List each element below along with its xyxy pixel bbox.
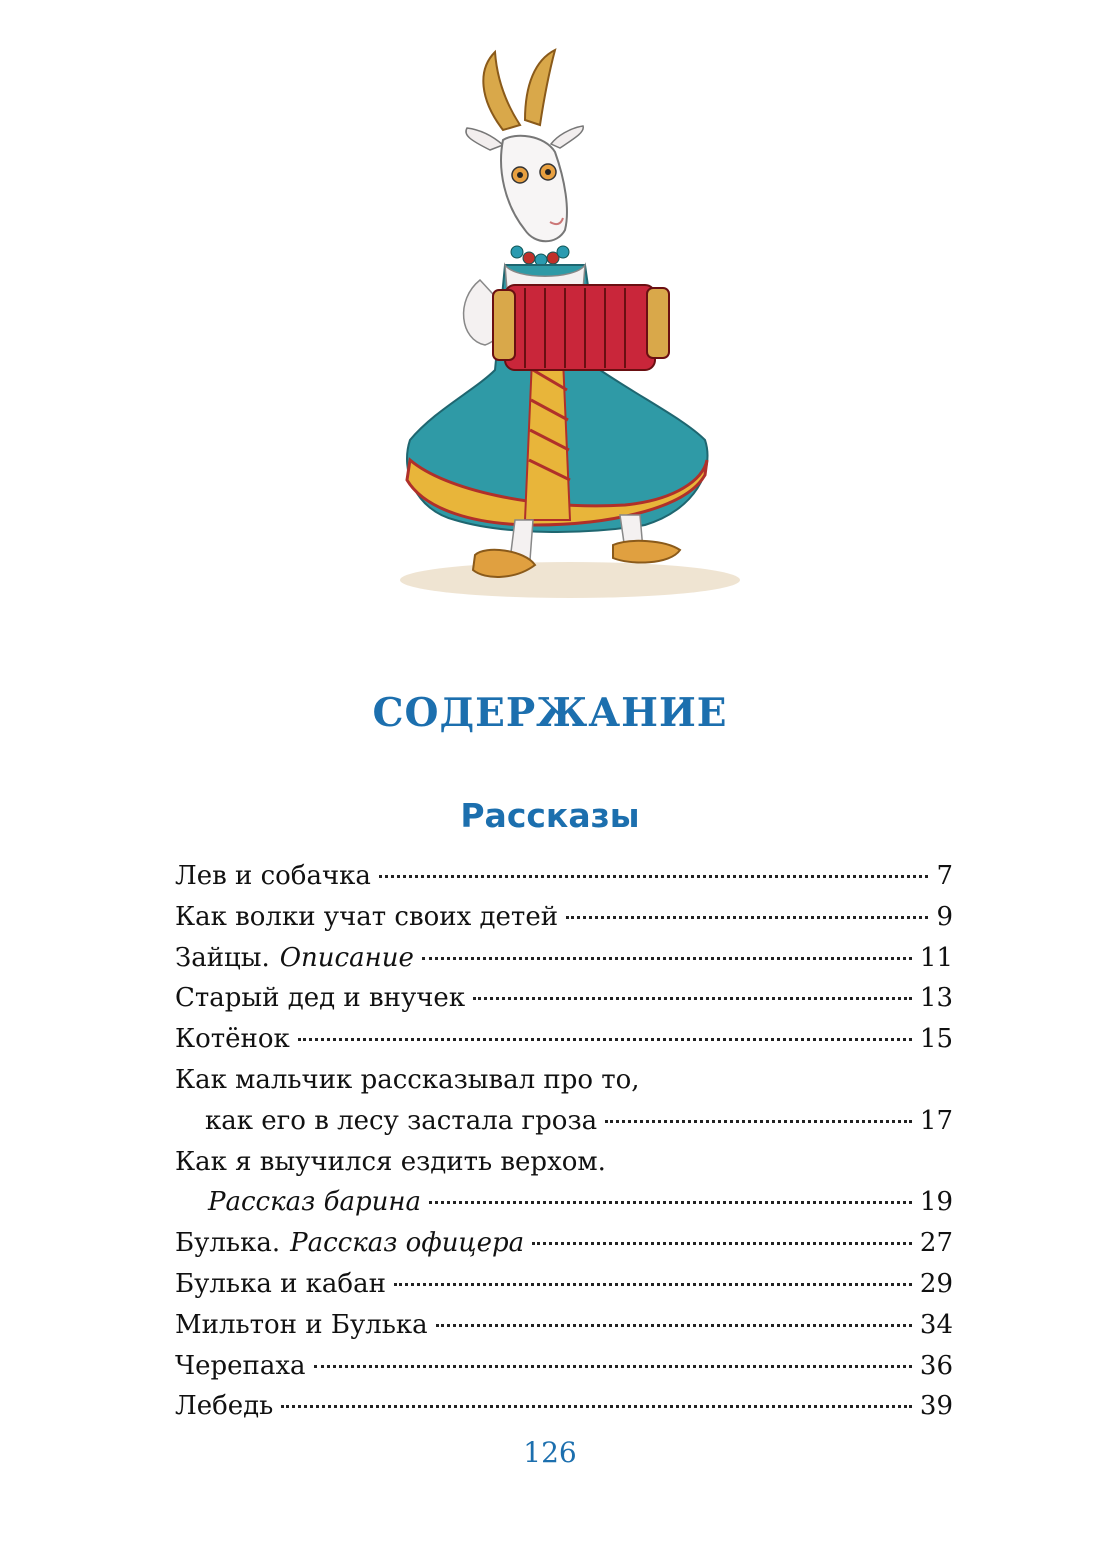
toc-entry[interactable]	[175, 897, 953, 938]
toc-leader	[429, 1201, 912, 1204]
toc-entry-subtitle: Рассказ офицера	[290, 1228, 525, 1259]
toc-entry-title: Черепаха	[175, 1350, 306, 1381]
toc-entry[interactable]	[175, 1305, 953, 1346]
toc-entry-continuation[interactable]	[175, 1182, 953, 1223]
toc-entry-title: Старый дед и внучек	[175, 983, 466, 1014]
toc-page-number: 9	[936, 901, 953, 932]
toc-entry[interactable]	[175, 1386, 953, 1427]
toc-entry[interactable]	[175, 1346, 953, 1387]
toc-entry-line[interactable]	[175, 1142, 953, 1183]
toc-entry-title: Как мальчик рассказывал про то,	[175, 1064, 640, 1095]
toc-page-number: 11	[919, 942, 953, 973]
toc-entry[interactable]	[175, 938, 953, 979]
toc-leader	[314, 1365, 912, 1368]
toc-page-number: 27	[919, 1228, 953, 1259]
toc-entry-title: Булька.	[175, 1228, 281, 1259]
toc-entry-subtitle: Описание	[279, 942, 414, 973]
table-of-contents	[175, 856, 953, 1427]
toc-leader	[532, 1242, 912, 1245]
toc-page-number: 34	[919, 1309, 953, 1340]
toc-entry-title: Как я выучился ездить верхом.	[175, 1146, 606, 1177]
toc-leader	[379, 875, 929, 878]
toc-entry-title-continuation: как его в лесу застала гроза	[205, 1105, 598, 1136]
goat-accordion-illustration	[385, 40, 745, 600]
toc-entry-continuation[interactable]	[175, 1101, 953, 1142]
toc-leader	[281, 1405, 912, 1408]
page-number: 126	[523, 1436, 577, 1469]
toc-page-number: 15	[919, 1024, 953, 1055]
toc-leader	[605, 1120, 912, 1123]
toc-page-number: 19	[919, 1187, 953, 1218]
toc-leader	[473, 997, 912, 1000]
toc-entry-line[interactable]	[175, 1060, 953, 1101]
page-title: СОДЕРЖАНИЕ	[372, 690, 728, 736]
section-heading: Рассказы	[460, 796, 640, 835]
toc-entry[interactable]	[175, 978, 953, 1019]
toc-entry-title: Булька и кабан	[175, 1268, 386, 1299]
toc-entry[interactable]	[175, 1019, 953, 1060]
toc-leader	[394, 1283, 912, 1286]
toc-leader	[422, 957, 912, 960]
toc-entry[interactable]	[175, 856, 953, 897]
toc-entry-title: Мильтон и Булька	[175, 1309, 428, 1340]
toc-entry[interactable]	[175, 1264, 953, 1305]
toc-entry-title: Котёнок	[175, 1024, 290, 1055]
toc-entry-title: Лев и собачка	[175, 861, 371, 891]
toc-page-number: 13	[919, 983, 953, 1014]
toc-leader	[436, 1324, 912, 1327]
toc-entry-subtitle: Рассказ барина	[208, 1187, 421, 1218]
toc-leader	[566, 916, 928, 919]
toc-entry-title: Лебедь	[175, 1391, 274, 1422]
toc-entry-title: Зайцы.	[175, 942, 270, 973]
toc-entry[interactable]	[175, 1223, 953, 1264]
toc-page-number: 29	[919, 1268, 953, 1299]
toc-page-number: 7	[936, 861, 953, 891]
toc-entry-title: Как волки учат своих детей	[175, 901, 559, 932]
toc-page-number: 36	[919, 1350, 953, 1381]
toc-page-number: 17	[919, 1105, 953, 1136]
toc-page-number: 39	[919, 1391, 953, 1422]
toc-leader	[298, 1038, 912, 1041]
